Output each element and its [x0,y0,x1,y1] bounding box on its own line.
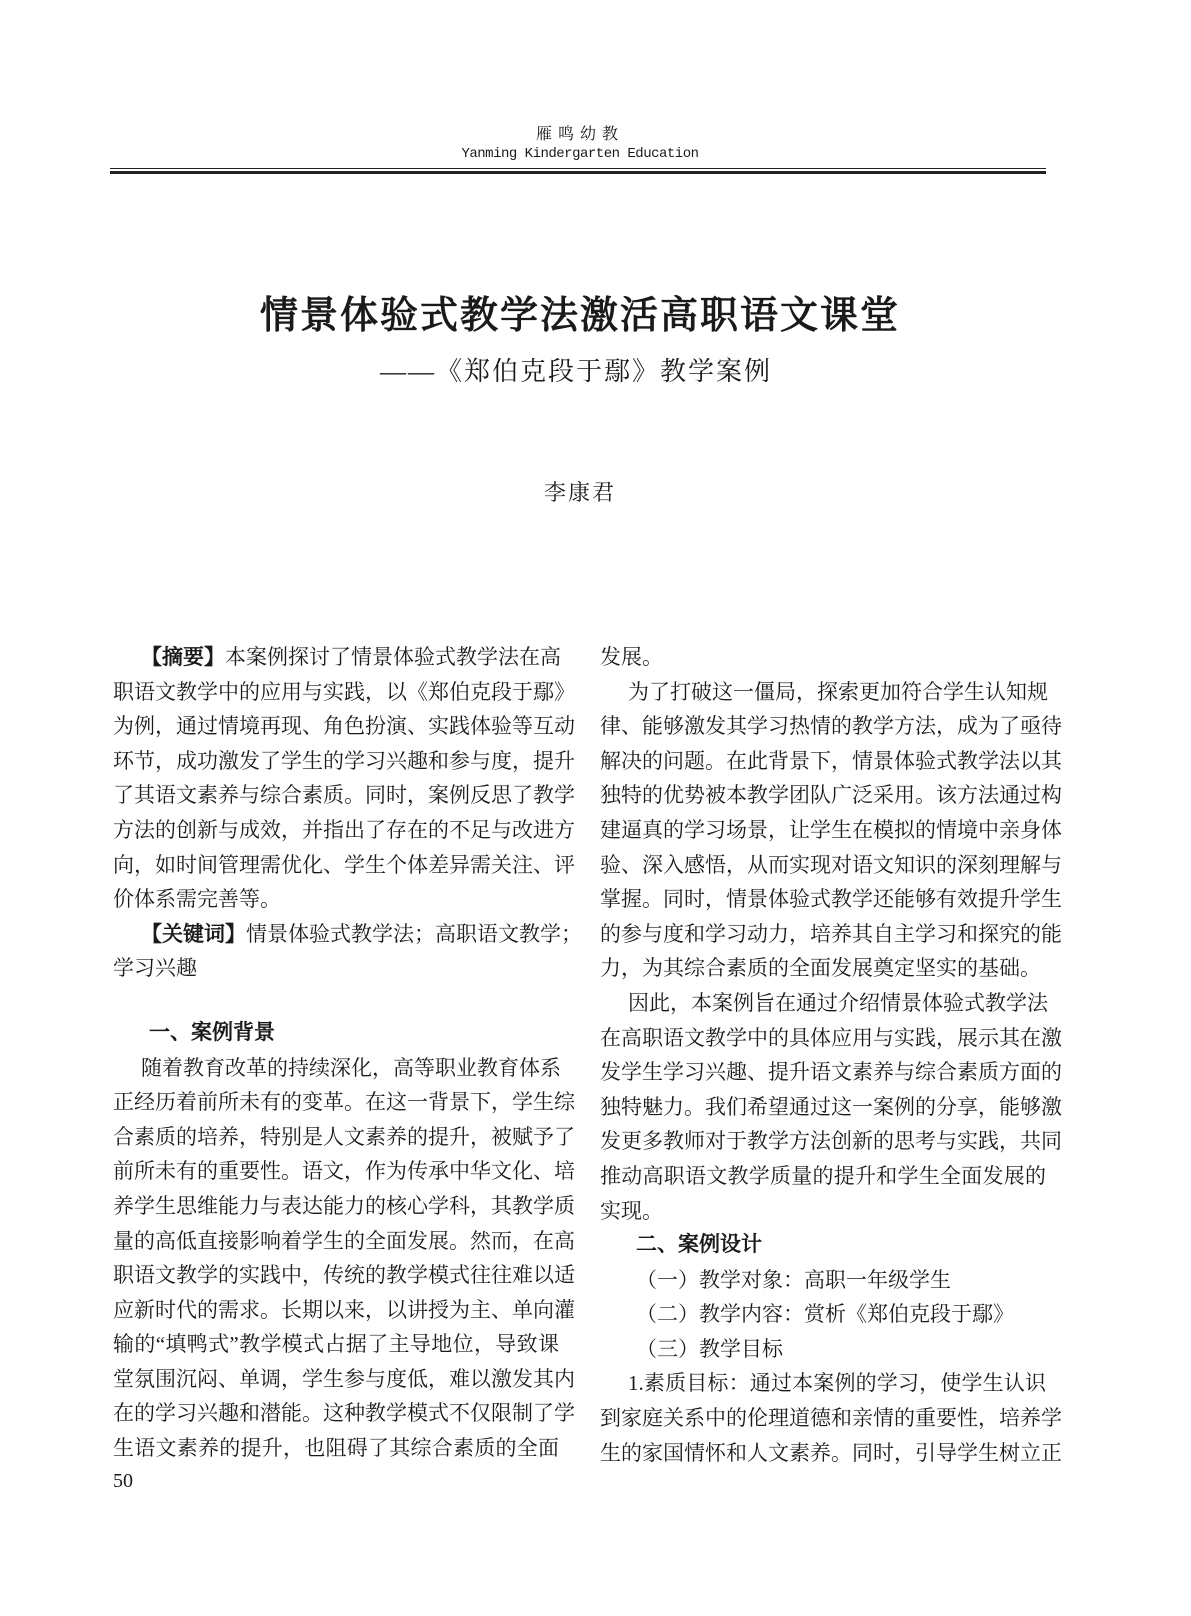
article-subtitle: ——《郑伯克段于鄢》教学案例 [380,357,773,386]
paragraph [113,1051,575,1466]
paragraph [600,640,1046,675]
section-heading: 二、案例设计 [636,1233,762,1257]
text-line: 正经历着前所未有的变革。在这一背景下，学生综 [113,1090,575,1115]
text-line: 前所未有的重要性。语文，作为传承中华文化、培 [113,1159,575,1184]
text-line: 律、能够激发其学习热情的教学方法，成为了亟待 [600,714,1062,739]
section-heading: 一、案例背景 [149,1020,275,1044]
text-line: 力，为其综合素质的全面发展奠定坚实的基础。 [600,956,1041,981]
article-title: 情景体验式教学法激活高职语文课堂 [259,295,900,337]
text-line: 了其语文素养与综合素质。同时，案例反思了教学 [113,783,575,808]
text-line: 发展。 [600,645,663,669]
text-line: 建逼真的学习场景，让学生在模拟的情境中亲身体 [600,817,1062,842]
text-line: 在的学习兴趣和潜能。这种教学模式不仅限制了学 [113,1401,575,1426]
design-item: （一）教学对象：高职一年级学生 [636,1267,951,1292]
text-line: 职语文教学的实践中，传统的教学模式往往难以适 [113,1263,575,1288]
text-line: 到家庭关系中的伦理道德和亲情的重要性，培养学 [600,1406,1062,1431]
label: 【摘要】 [141,646,225,669]
text-line: 验、深入感悟，从而实现对语文知识的深刻理解与 [600,852,1062,877]
text-line: 养学生思维能力与表达能力的核心学科，其教学质 [113,1193,575,1218]
text-line: 环节，成功激发了学生的学习兴趣和参与度，提升 [113,748,575,773]
text-line: 发更多教师对于教学方法创新的思考与实践，共同 [600,1129,1062,1154]
text-line: 的参与度和学习动力，培养其自主学习和探究的能 [600,921,1062,946]
paragraph [600,1366,1062,1470]
text-line: 合素质的培养，特别是人文素养的提升，被赋予了 [113,1124,575,1149]
text-line: 因此，本案例旨在通过介绍情景体验式教学法 [628,990,1048,1015]
text-line: 1.素质目标：通过本案例的学习，使学生认识 [628,1371,1046,1396]
text-line: 掌握。同时，情景体验式教学还能够有效提升学生 [600,887,1062,912]
text-line: 发学生学习兴趣、提升语文素养与综合素质方面的 [600,1060,1062,1085]
text-line: 生语文素养的提升，也阻碍了其综合素质的全面 [113,1436,559,1461]
text-line: 生的家国情怀和人文素养。同时，引导学生树立正 [600,1440,1062,1465]
text-line: 【关键词】情景体验式教学法；高职语文教学； [141,921,582,946]
text-line: 量的高低直接影响着学生的全面发展。然而，在高 [113,1228,575,1253]
journal-name-cn: 雁鸣幼教 [535,126,624,143]
text-line: 【摘要】本案例探讨了情景体验式教学法在高 [141,645,561,669]
text-line: 堂氛围沉闷、单调，学生参与度低，难以激发其内 [113,1366,575,1391]
right-column [600,640,1062,1470]
page-number: 50 [113,1470,133,1492]
design-item: （二）教学内容：赏析《郑伯克段于鄢》 [636,1302,1014,1327]
text-line: 为了打破这一僵局，探索更加符合学生认知规 [628,679,1048,704]
text-line: 向，如时间管理需优化、学生个体差异需关注、评 [113,852,575,877]
text-line: 独特魅力。我们希望通过这一案例的分享，能够激 [600,1094,1062,1119]
text-line: 推动高职语文教学质量的提升和学生全面发展的 [600,1163,1046,1188]
keywords [113,917,582,986]
text-line: 职语文教学中的应用与实践，以《郑伯克段于鄢》 [113,679,575,704]
journal-name-en: Yanming Kindergarten Education [461,146,699,162]
article-author: 李康君 [543,480,616,505]
text-line: 为例，通过情境再现、角色扮演、实践体验等互动 [113,714,575,739]
text-line: 实现。 [600,1198,663,1223]
text-line: 在高职语文教学中的具体应用与实践，展示其在激 [600,1025,1062,1050]
design-item: （三）教学目标 [636,1336,783,1361]
header-rule-thick [110,171,1046,174]
label: 【关键词】 [141,922,246,946]
text-line: 应新时代的需求。长期以来，以讲授为主、单向灌 [113,1297,575,1322]
text-line: 输的“填鸭式”教学模式占据了主导地位，导致课 [113,1332,559,1357]
text-line: 解决的问题。在此背景下，情景体验式教学法以其 [600,748,1062,773]
text-line: 随着教育改革的持续深化，高等职业教育体系 [141,1055,561,1080]
text-line: 价体系需完善等。 [113,887,281,912]
text-line: 独特的优势被本教学团队广泛采用。该方法通过构 [600,783,1062,808]
paragraph [600,986,1062,1228]
text-line: 方法的创新与成效，并指出了存在的不足与改进方 [113,817,575,842]
text-line: 学习兴趣 [113,956,197,981]
header-rule-thin [110,168,1046,169]
paragraph [600,675,1062,986]
abstract [113,640,575,917]
left-column [113,640,582,1466]
